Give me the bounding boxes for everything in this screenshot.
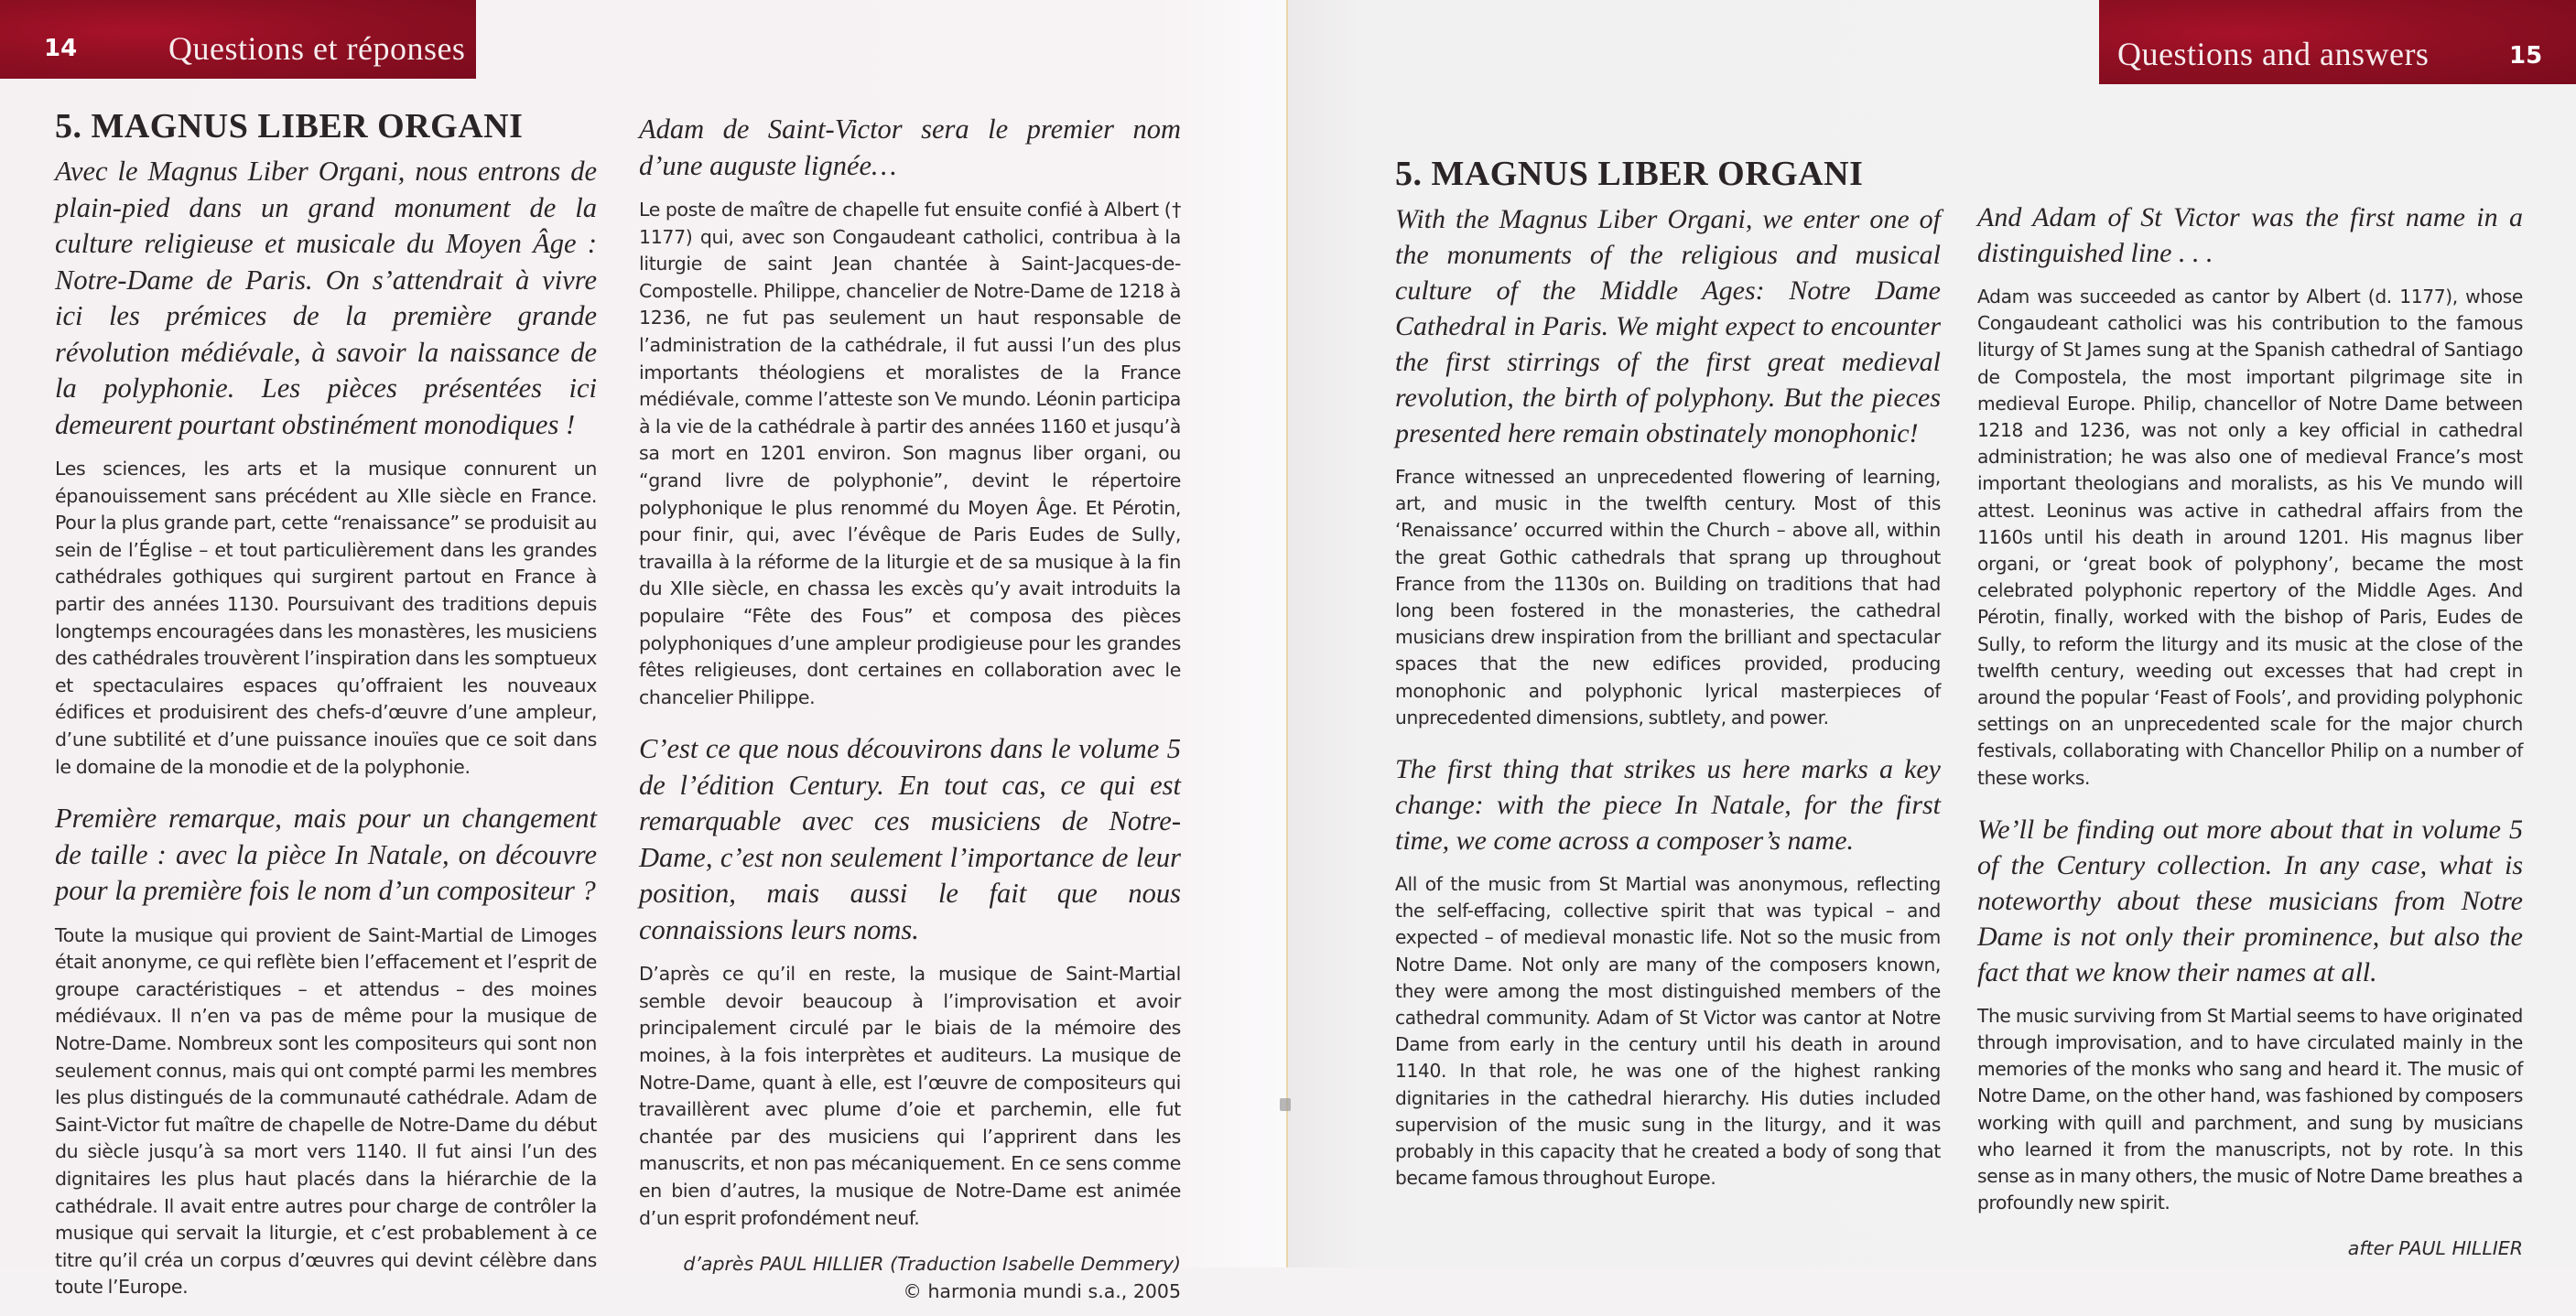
header-title-right: Questions and answers bbox=[2117, 36, 2430, 72]
answer-fr-1: Les sciences, les arts et la musique connurent un épanouissement sans précédent au XIIe siècle en France. Pour la plus grande part, cette “renaissance” se produisit au sein de l’Église – et tout particulièrement dans les grandes cathédrales gothiques qui surgirent partout en France à partir des années 1130. Poursuivant des traditions depuis longtemps encouragées dans les monastères, les musiciens des cathédrales trouvèrent l’inspiration dans les somptueux et spectaculaires espaces qu’offraient les nouveaux édifices et produisirent des chefs-d’œuvre d’une ampleur, d’une subtilité et d’une puissance inouïes que ce soit dans le domaine de la monodie et de la polyphonie. bbox=[55, 458, 597, 778]
question-en-2: The first thing that strikes us here marks a key change: with the piece In Natale, for the first time, we come across a composer’s name. bbox=[1395, 754, 1941, 857]
answer-en-4: The music surviving from St Martial seems to have originated through improvisation, and to have circulated mainly in the memories of the monks who sang and heard it. The music of Notre Dame, on the other hand, was fashioned by composers working with quill and parchment, and sung by musicians who learned it from the manuscripts, not by rote. In this sense as in many others, the music of Notre Dame breathes a profoundly new spirit. bbox=[1977, 1004, 2523, 1214]
credit-fr: d’après PAUL HILLIER (Traduction Isabelle Demmery) bbox=[683, 1253, 1181, 1276]
page-number-right: 15 bbox=[2509, 42, 2543, 70]
header-title-left: Questions et réponses bbox=[168, 30, 466, 67]
answer-fr-3: Le poste de maître de chapelle fut ensuite confié à Albert († 1177) qui, avec son Congaudeant catholici, contribua à la liturgie de saint Jean chantée à Saint-Jacques-de-Compostelle. Philippe, chancelier de Notre-Dame de 1218 à 1236, ne fut pas seulement un haut responsable de l’administration de la cathédrale, il fut aussi l’un des plus importants théologiens et moralistes de la France médiévale, comme l’atteste son Ve mundo. Léonin participa à la vie de la cathédrale à partir des années 1160 et jusqu’à sa mort en 1201 environ. Son magnus liber organi, ou “grand livre de polyphonie”, devint le répertoire polyphonique le plus renommé du Moyen Âge. Et Pérotin, pour finir, qui, avec l’évêque de Paris Eudes de Sully, travailla à la réforme de la liturgie et de sa musique à la fin du XIIe siècle, en chassa les excès qu’y avait introduits la populaire “Fête des Fous” et composa des pièces polyphoniques d’une ampleur prodigieuse pour les grandes fêtes religieuses, dont certaines en collaboration avec le chancelier Philippe. bbox=[639, 199, 1181, 708]
staple-icon bbox=[1280, 1098, 1291, 1111]
question-en-4: We’ll be finding out more about that in volume 5 of the Century collection. In any case, what is noteworthy about these musicians from Notre Dame is not only their prominence, but also the fact that we know their names at all. bbox=[1977, 814, 2523, 987]
section-title-en: 5. MAGNUS LIBER ORGANI bbox=[1395, 155, 1864, 193]
answer-en-1: France witnessed an unprecedented flowering of learning, art, and music in the twelfth century. Most of this ‘Renaissance’ occurred within the Church – above all, within the great Gothic cathedrals that sprang up throughout France from the 1130s on. Building on traditions that had long been fostered in the monasteries, the cathedral musicians drew inspiration from the brilliant and spectacular spaces that the new edifices provided, producing monophonic and polyphonic lyrical masterpieces of unprecedented dimensions, subtlety, and power. bbox=[1395, 466, 1941, 728]
answer-en-3: Adam was succeeded as cantor by Albert (d. 1177), whose Congaudeant catholici was his contribution to the famous liturgy of St James sung at the Spanish cathedral of Santiago de Compostela, the most important pilgrimage site in medieval Europe. Philip, chancellor of Notre Dame between 1218 and 1236, was not only a key official in cathedral administration; he was also one of medieval France’s most important theologians and moralists, as his Ve mundo will attest. Leoninus was active in cathedral affairs from the 1160s until his death in around 1201. His magnus liber organi, or ‘great book of polyphony’, became the most celebrated polyphonic repertory of the Middle Ages. And Pérotin, finally, worked with the bishop of Paris, Eudes de Sully, to reform the liturgy and its music at the close of the twelfth century, weeding out excesses that had crept in around the popular ‘Feast of Fools’, and providing polyphonic settings on an unprecedented scale for the major church festivals, collaborating with Chancellor Philip on a number of these works. bbox=[1977, 286, 2523, 789]
header-banner-left bbox=[0, 0, 476, 79]
answer-fr-2: Toute la musique qui provient de Saint-Martial de Limoges était anonyme, ce qui reflète bien l’effacement et l’esprit de groupe caractéristiques – et attendus – des moines médiévaux. Il n’en va pas de même pour la musique de Notre-Dame. Nombreux sont les compositeurs qui sont non seulement connus, mais qui ont compté parmi les membres les plus distingués de la communauté cathédrale. Adam de Saint-Victor fut maître de chapelle de Notre-Dame du début du siècle jusqu’à sa mort vers 1140. Il fut ainsi l’un des dignitaires les plus haut placés dans la hiérarchie de la cathédrale. Il avait entre autres pour charge de contrôler la musique qui servait la liturgie, et c’est probablement à ce titre qu’il créa un corpus d’œuvres qui devint célèbre dans toute l’Europe. bbox=[55, 923, 597, 1299]
question-en-1: With the Magnus Liber Organi, we enter one of the monuments of the religious and musical culture of the Middle Ages: Notre Dame Cathedral in Paris. We might expect to encounter the first stirrings of the first great medieval revolution, the birth of polyphony. But the pieces presented here remain obstinately monophonic! bbox=[1395, 204, 1941, 448]
header-banner-right bbox=[2099, 0, 2576, 84]
page-number-left: 14 bbox=[44, 35, 78, 62]
question-en-3: And Adam of St Victor was the first name in a distinguished line . . . bbox=[1977, 202, 2523, 268]
french-column-1 bbox=[55, 106, 597, 1316]
copyright-fr: © harmonia mundi s.a., 2005 bbox=[903, 1280, 1181, 1303]
english-column-1 bbox=[1395, 154, 1941, 1206]
question-fr-3: Adam de Saint-Victor sera le premier nom d’une auguste lignée… bbox=[639, 113, 1181, 181]
french-column-2 bbox=[639, 112, 1181, 1305]
english-column-2 bbox=[1977, 200, 2523, 1262]
answer-fr-4: D’après ce qu’il en reste, la musique de Saint-Martial semble devoir beaucoup à l’improvisation et avoir principalement circulé par le biais de la mémoire des moines, à la fois interprètes et auditeurs. La musique de Notre-Dame, quant à elle, est l’œuvre de compositeurs qui travaillèrent avec plume d’oie et parchemin, elle fut chantée par des musiciens qui l’apprirent dans les manuscrits, et non pas mécaniquement. En ce sens comme en bien d’autres, la musique de Notre-Dame est animée d’un esprit profondément neuf. bbox=[639, 963, 1181, 1229]
page-gutter bbox=[1286, 0, 1288, 1267]
question-fr-4: C’est ce que nous découvirons dans le volume 5 de l’édition Century. En tout cas, ce qui est remarquable avec ces musiciens de Notre-Dame, c’est non seulement l’importance de leur position, mais aussi le fait que nous connaissions leurs noms. bbox=[639, 733, 1181, 945]
question-fr-1: Avec le Magnus Liber Organi, nous entrons de plain-pied dans un grand monument de la culture religieuse et musicale du Moyen Âge : Notre-Dame de Paris. On s’attendrait à vivre ici les prémices de la première grande révolution médiévale, à savoir la naissance de la polyphonie. Les pièces présentées ici demeurent pourtant obstinément monodiques ! bbox=[55, 156, 597, 440]
credit-en: after PAUL HILLIER bbox=[2347, 1237, 2523, 1260]
question-fr-2: Première remarque, mais pour un changement de taille : avec la pièce In Natale, on découvre pour la première fois le nom d’un compositeur ? bbox=[55, 803, 597, 907]
section-title-fr: 5. MAGNUS LIBER ORGANI bbox=[55, 107, 524, 146]
answer-en-2: All of the music from St Martial was anonymous, reflecting the self-effacing, collective spirit that was typical – and expected – of medieval monastic life. Not so the music from Notre Dame. Not only are many of the composers known, they were among the most distinguished members of the cathedral community. Adam of St Victor was cantor at Notre Dame from early in the century until his death in around 1140. In that role, he was one of the highest ranking dignitaries in the cathedral hierarchy. His duties included supervision of the music sung in the liturgy, and it was probably in this capacity that he created a body of song that became famous throughout Europe. bbox=[1395, 873, 1941, 1190]
